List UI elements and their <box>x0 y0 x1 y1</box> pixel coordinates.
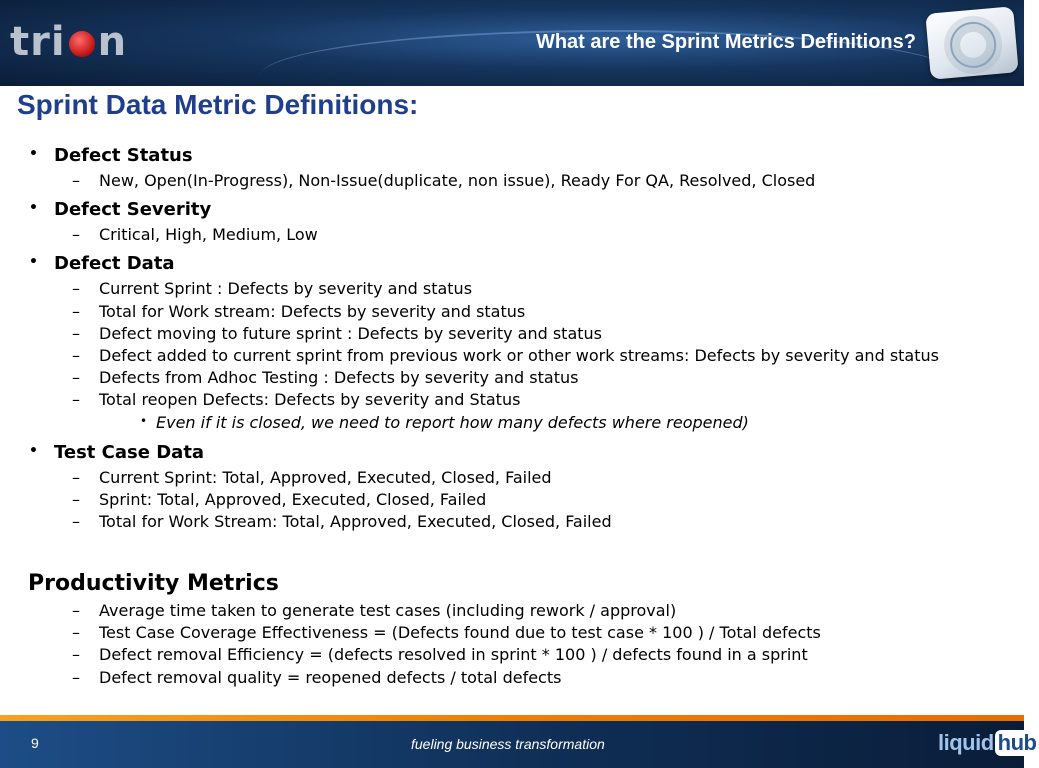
liquidhub-logo: liquid hub <box>938 730 1039 760</box>
bullet-icon: • <box>29 200 38 217</box>
list-item: – Average time taken to generate test cases (including rework / approval) <box>72 601 677 620</box>
dash-icon: – <box>72 390 80 410</box>
section-heading: • Defect Severity <box>29 199 212 221</box>
trion-logo: tri n <box>10 19 128 65</box>
dash-icon: – <box>72 171 80 190</box>
list-item: – Test Case Coverage Effectiveness = (Defects found due to test case * 100 ) / Total defects <box>72 623 821 643</box>
dash-icon: – <box>72 323 80 343</box>
slide-title: Sprint Data Metric Definitions: <box>17 89 419 120</box>
list-item: – Total for Work Stream: Total, Approved, Executed, Closed, Failed <box>72 511 612 531</box>
dash-icon: – <box>72 368 80 388</box>
dash-icon: – <box>72 225 80 245</box>
list-item: – Defect removal quality = reopened defects / total defects <box>72 667 562 687</box>
list-item: – Defect moving to future sprint : Defects by severity and status <box>72 323 602 343</box>
list-item: – Defect added to current sprint from previous work or other work streams: Defects by severity and status <box>72 345 939 365</box>
footer-tagline: fueling business transformation <box>411 736 605 752</box>
network-globe-badge-icon <box>925 6 1018 79</box>
bullet-icon: • <box>140 413 148 428</box>
list-item: – Defects from Adhoc Testing : Defects by severity and status <box>72 368 579 388</box>
header-band <box>0 0 1024 86</box>
dash-icon: – <box>72 623 80 643</box>
header-title: What are the Sprint Metrics Definitions? <box>535 31 916 53</box>
list-item: – Sprint: Total, Approved, Executed, Closed, Failed <box>72 489 487 509</box>
section-heading: • Defect Data <box>29 253 175 275</box>
list-item: – Current Sprint: Total, Approved, Executed, Closed, Failed <box>72 467 552 487</box>
dash-icon: – <box>72 467 80 487</box>
slide-content <box>0 144 1024 533</box>
dash-icon: – <box>72 601 80 620</box>
globe-rings-decoration <box>948 20 998 70</box>
list-item: – Total for Work stream: Defects by severity and status <box>72 301 526 321</box>
list-item: – New, Open(In-Progress), Non-Issue(duplicate, non issue), Ready For QA, Resolved, Closed <box>72 171 816 190</box>
dash-icon: – <box>72 279 80 299</box>
list-item: – Critical, High, Medium, Low <box>72 225 318 245</box>
bullet-icon: • <box>29 442 38 459</box>
sub-note: • Even if it is closed, we need to report how many defects where reopened) <box>140 412 749 432</box>
productivity-list <box>0 600 1024 689</box>
dash-icon: – <box>72 301 80 321</box>
bullet-icon: • <box>29 146 38 162</box>
dash-icon: – <box>72 511 80 531</box>
list-item: – Total reopen Defects: Defects by severity and Status <box>72 390 521 410</box>
footer-band <box>0 721 1037 768</box>
dash-icon: – <box>72 645 80 665</box>
section-heading: • Defect Status <box>29 145 193 166</box>
dash-icon: – <box>72 345 80 365</box>
dash-icon: – <box>72 667 80 687</box>
section-heading: • Test Case Data <box>29 441 205 463</box>
page-number: 9 <box>31 735 39 751</box>
dash-icon: – <box>72 489 80 509</box>
bullet-icon: • <box>29 254 38 271</box>
list-item: – Current Sprint : Defects by severity and status <box>72 279 473 299</box>
productivity-heading: Productivity Metrics <box>28 571 279 596</box>
red-sphere-icon <box>69 31 95 57</box>
list-item: – Defect removal Efficiency = (defects resolved in sprint * 100 ) / defects found in a sprint <box>72 645 808 665</box>
